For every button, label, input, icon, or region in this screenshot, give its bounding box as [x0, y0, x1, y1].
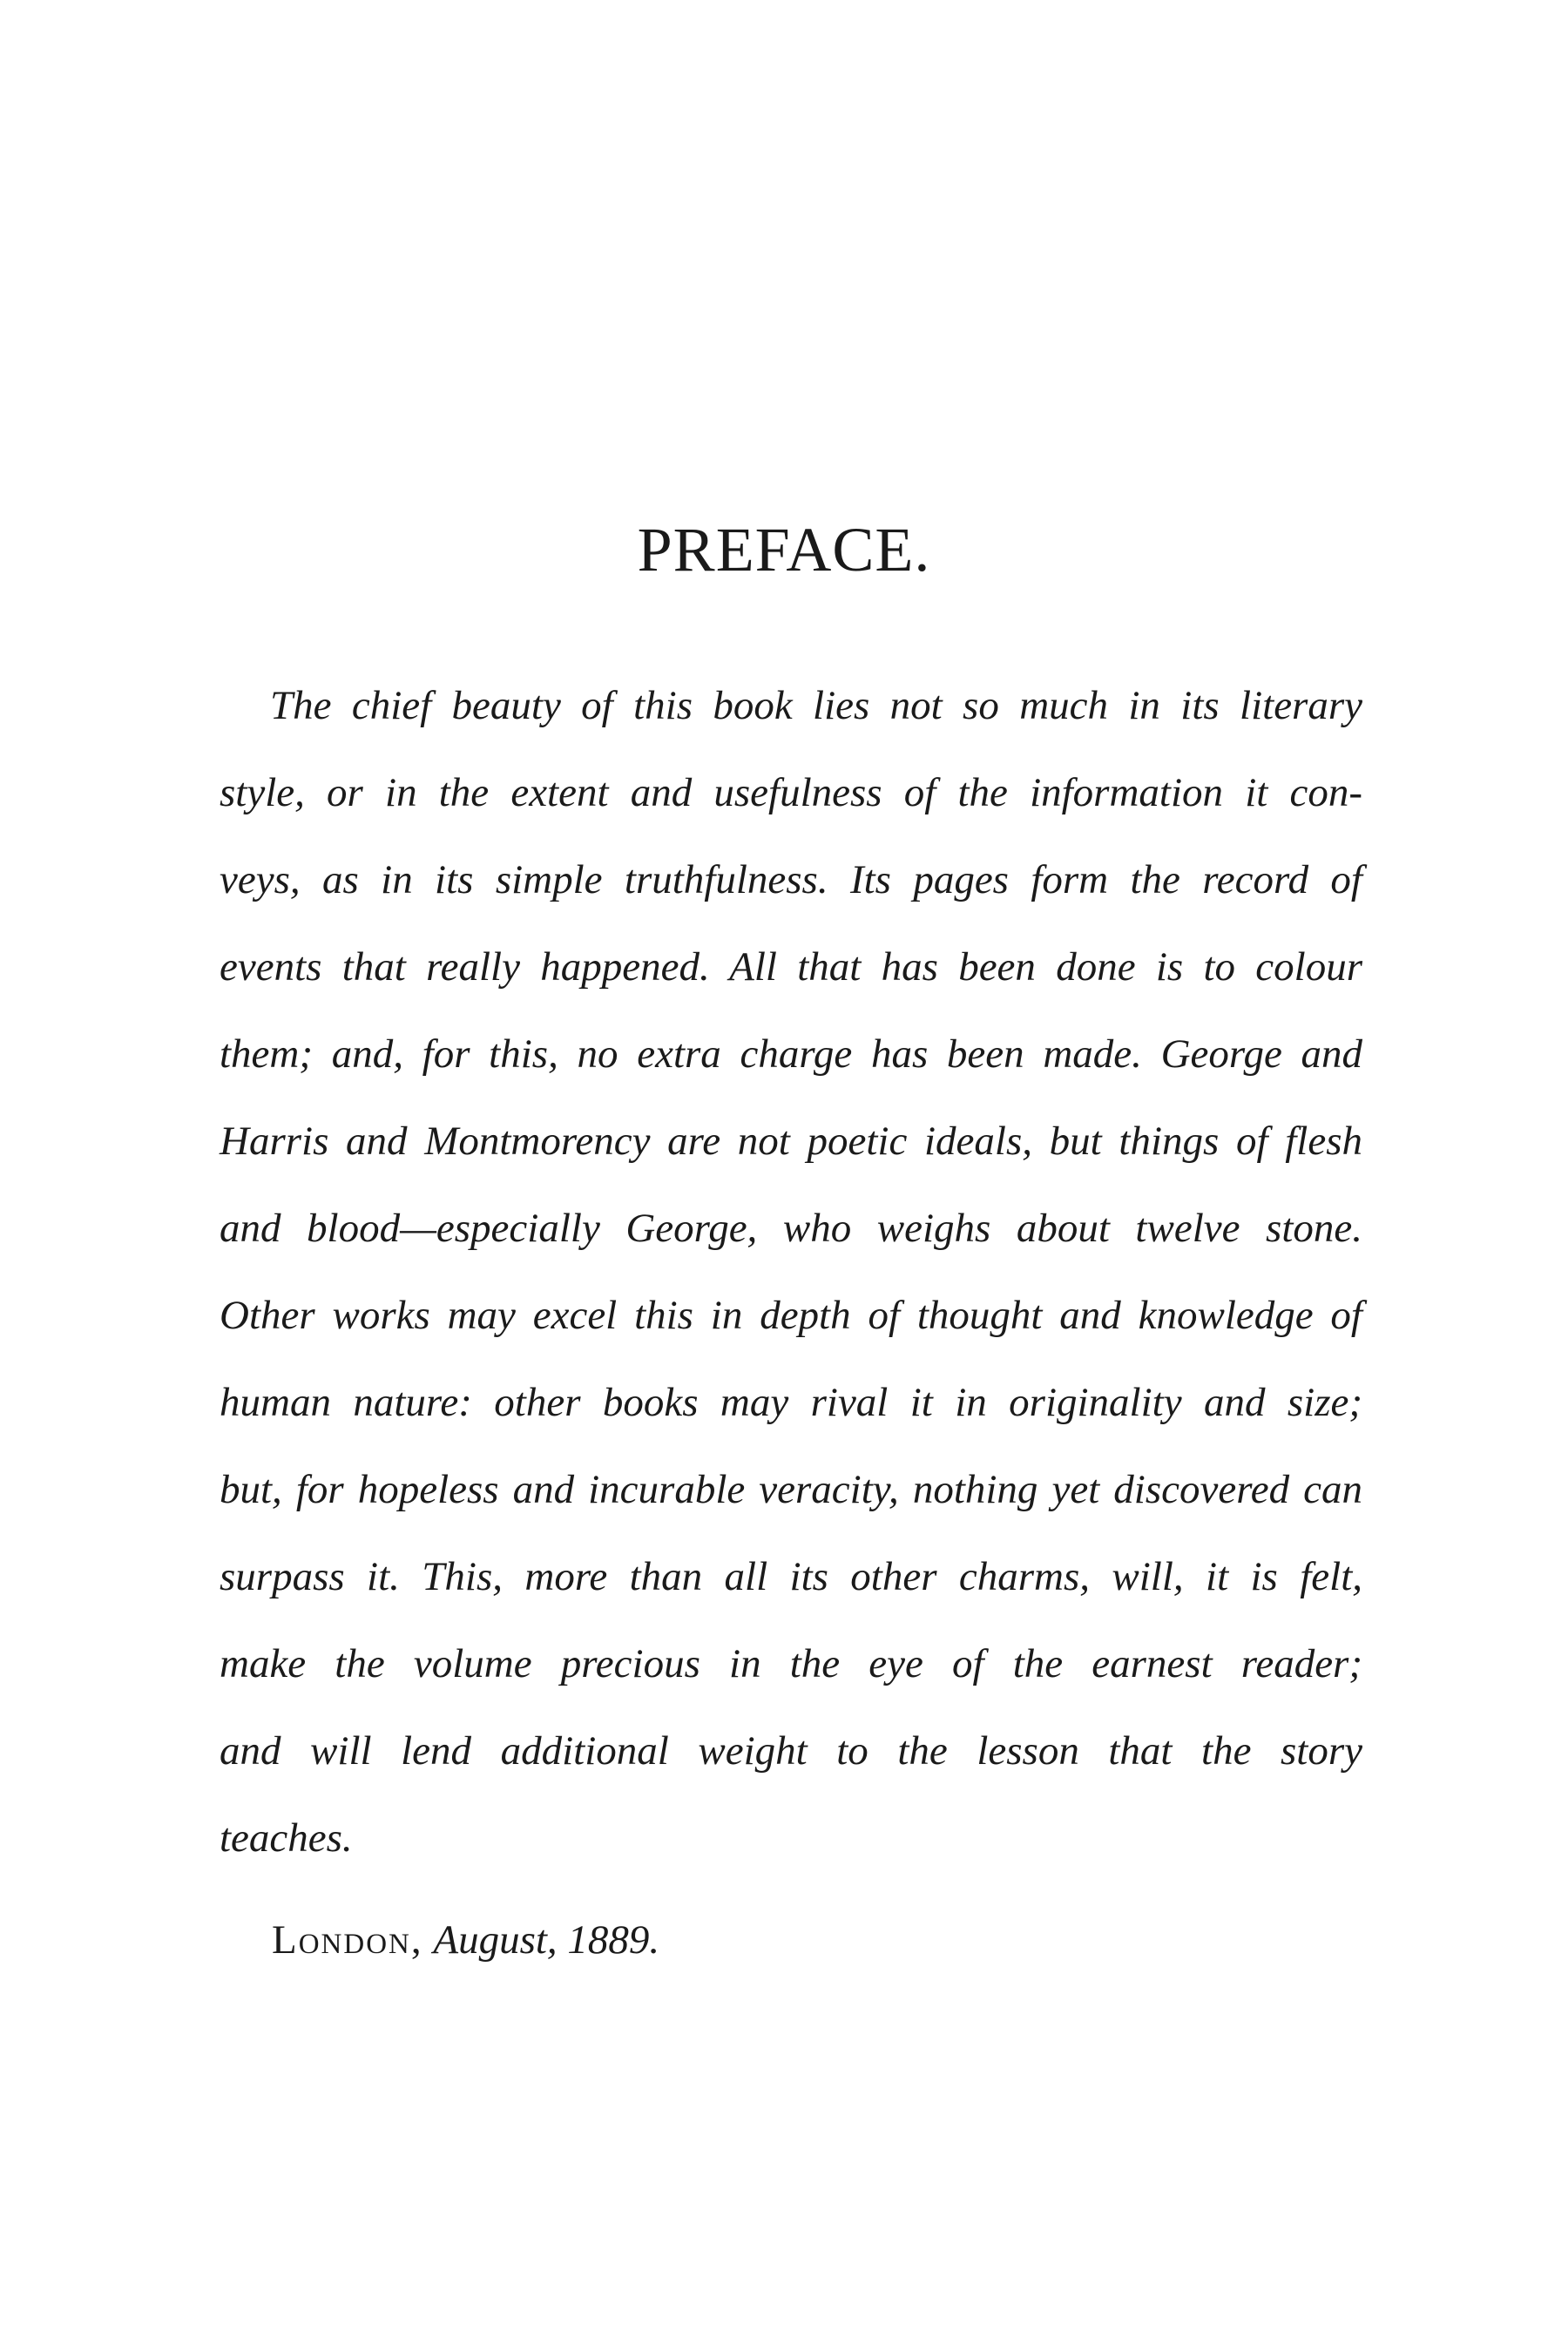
preface-line: Harris and Montmorency are not poetic ideals, but things of flesh [220, 1119, 1362, 1164]
preface-line: but, for hopeless and incurable veracity, nothing yet discovered can [220, 1467, 1362, 1512]
page-title: PREFACE. [637, 515, 931, 585]
preface-line: surpass it. This, more than all its other charms, will, it is felt, [220, 1554, 1362, 1599]
signature [272, 1916, 659, 1963]
preface-line: teaches. [220, 1815, 353, 1861]
preface-body [220, 662, 1362, 1882]
preface-line: make the volume precious in the eye of the earnest reader; [220, 1641, 1362, 1686]
preface-line: veys, as in its simple truthfulness. Its pages form the record of [220, 857, 1362, 902]
preface-line: Other works may excel this in depth of thought and knowledge of [220, 1293, 1362, 1338]
preface-line: and will lend additional weight to the lesson that the story [220, 1728, 1362, 1774]
preface-line: and blood—especially George, who weighs about twelve stone. [220, 1206, 1362, 1251]
preface-line: human nature: other books may rival it in originality and size; [220, 1380, 1362, 1425]
preface-line: events that really happened. All that has been done is to colour [220, 944, 1362, 990]
preface-line: The chief beauty of this book lies not so much in its literary [270, 683, 1362, 728]
preface-line: style, or in the extent and usefulness of the information it con- [220, 770, 1362, 815]
signature-date: August, 1889. [433, 1917, 660, 1963]
preface-line: them; and, for this, no extra charge has been made. George and [220, 1031, 1362, 1077]
signature-place: London, [272, 1917, 423, 1963]
